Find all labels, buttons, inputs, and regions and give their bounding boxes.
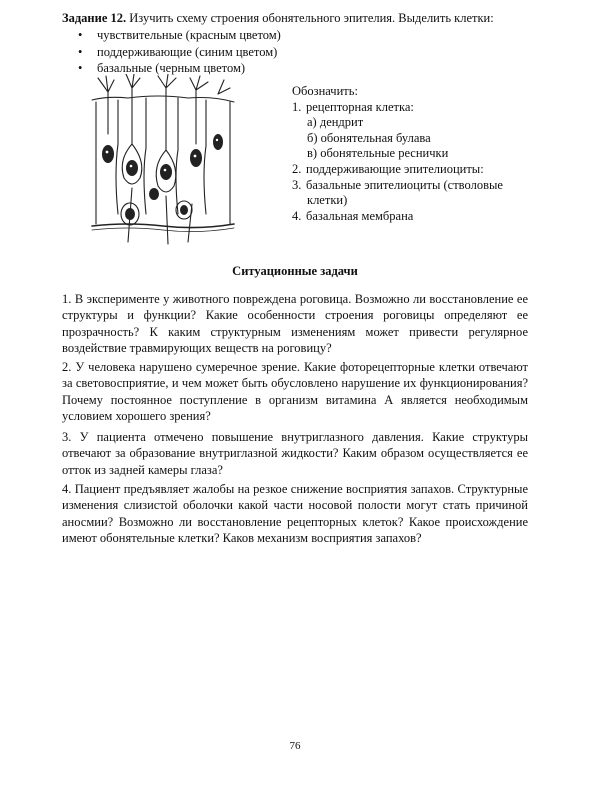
cell-color-list <box>78 27 281 77</box>
bullet-basal-cells: • базальные (черным цветом) <box>78 60 281 77</box>
legend-sub-c: в) обонятельные реснички <box>307 146 449 161</box>
question-3: 3. У пациента отмечено повышение внутриглазного давления. Какие структуры отвечают за образование внутриглазной жидкости? Каким образом осуществляется ее отток из задней камеры глаза? <box>62 430 528 477</box>
legend-item-4 <box>292 209 503 225</box>
legend-sub-a: а) дендрит <box>307 115 364 130</box>
legend-item-text: базальная мембрана <box>306 208 414 223</box>
legend-list <box>292 100 503 225</box>
legend-sub-b: б) обонятельная булава <box>307 130 431 145</box>
legend-num: 2. <box>292 161 302 176</box>
task-instruction: Изучить схему строения обонятельного эпителия. Выделить клетки: <box>126 11 494 25</box>
bullet-supporting-cells: • поддерживающие (синим цветом) <box>78 44 281 61</box>
legend-title: Обозначить: <box>292 84 358 98</box>
legend-num: 1. <box>292 99 302 114</box>
legend-item-2 <box>292 162 503 178</box>
legend-num: 4. <box>292 208 302 223</box>
legend-block <box>292 84 503 224</box>
legend-item-text: поддерживающие эпителиоциты: <box>306 161 484 176</box>
question-2: 2. У человека нарушено сумеречное зрение. Какие фоторецепторные клетки отвечают за световосприятие, и чем может быть обусловлено нарушение их функционирования? Почему постоянное поступление в организм витамина А является необходимым условием хорошего зрения? <box>62 360 528 423</box>
legend-item-3-continuation: клетки) <box>307 193 348 208</box>
question-4: 4. Пациент предъявляет жалобы на резкое снижение восприятия запахов. Структурные изменения слизистой оболочки какой части носовой полости могут стать причиной аносмии? Возможно ли восстановление рецепторных клеток? Какое происхождение имеют обонятельные клетки? Каков механизм восприятия запахов? <box>62 482 528 545</box>
page-number: 76 <box>289 740 301 752</box>
question-1: 1. В эксперименте у животного повреждена роговица. Возможно ли восстановление ее структуры и функции? Какие особенности строения роговицы определяют ее прозрачность? К каким структурным изменениям может привести регулярное воздействие травмирующих веществ на роговицу? <box>62 292 528 355</box>
legend-item-text: базальные эпителиоциты (стволовые <box>306 177 503 192</box>
legend-num: 3. <box>292 177 302 192</box>
bullet-sensory-cells: • чувствительные (красным цветом) <box>78 27 281 44</box>
section-title: Ситуационные задачи <box>232 264 358 278</box>
task-heading <box>62 10 494 26</box>
olfactory-epithelium-diagram <box>88 74 238 246</box>
legend-item-text: рецепторная клетка: <box>306 99 414 114</box>
legend-item-1 <box>292 100 503 116</box>
task-label: Задание 12. <box>62 11 127 25</box>
legend-item-3 <box>292 178 503 194</box>
